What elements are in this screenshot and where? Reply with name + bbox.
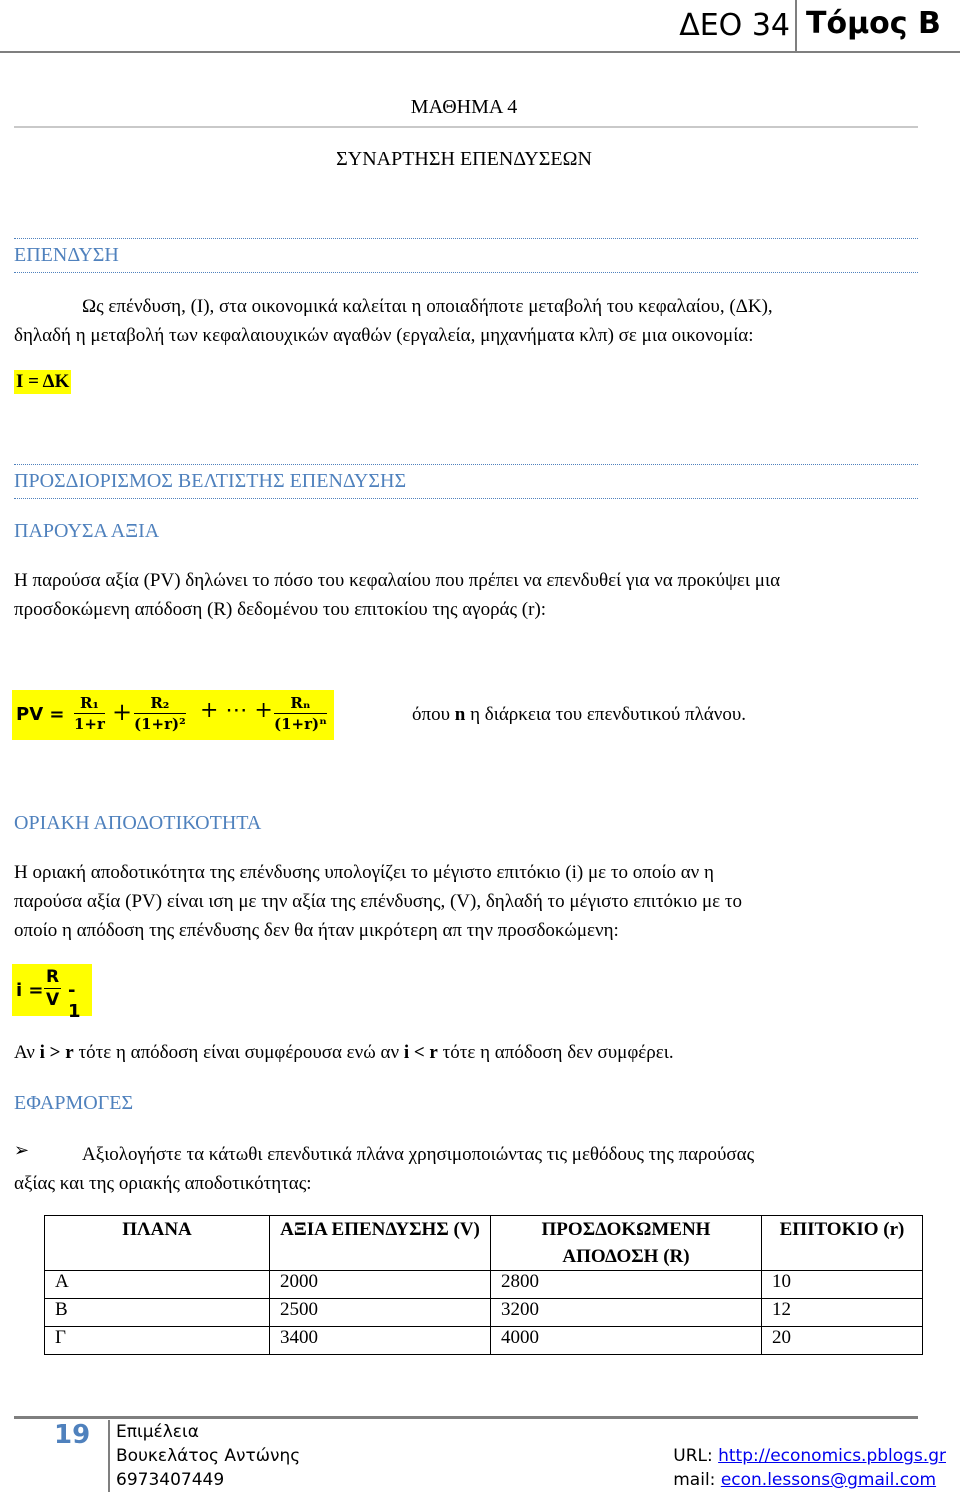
table-cell: 10 xyxy=(762,1271,923,1299)
page-number: 19 xyxy=(54,1420,91,1450)
volume-title: Τόμος Β xyxy=(806,6,941,41)
section-rule xyxy=(14,498,918,499)
marginal-paragraph xyxy=(14,858,918,945)
table-row xyxy=(45,1271,923,1299)
col-header-value: ΑΞΙΑ ΕΠΕΝΔΥΣΗΣ (V) xyxy=(270,1216,491,1271)
footer-credits xyxy=(116,1420,300,1492)
footer-phone: 6973407449 xyxy=(116,1470,225,1490)
col-header-return: ΠΡΟΣΔΟΚΩΜΕΝΗ ΑΠΟΔΟΣΗ (R) xyxy=(491,1216,762,1271)
table-cell: 4000 xyxy=(491,1327,762,1355)
i-lhs: i = xyxy=(16,980,44,1001)
lesson-title: ΜΑΘΗΜΑ 4 xyxy=(410,96,518,118)
footer-rule xyxy=(14,1416,918,1419)
marginal-line-2: παρούσα αξία (PV) είναι ιση με την αξία της επένδυσης, (V), δηλαδή το μέγιστο επιτόκιο με το xyxy=(14,891,743,912)
heading-investment: ΕΠΕΝΔΥΣΗ xyxy=(14,244,119,266)
pv-line-1: Η παρούσα αξία (PV) δηλώνει το πόσο του κεφαλαίου που πρέπει να επενδυθεί για να προκύψει μια xyxy=(14,570,781,591)
pv-term-n: $\frac{\text{Rₙ}}{\text{(1+r)ⁿ}}$ xyxy=(274,694,327,733)
chapter-title: ΣΥΝΑΡΤΗΣΗ ΕΠΕΝΔΥΣΕΩΝ xyxy=(336,148,592,170)
pv-note: όπου n η διάρκεια του επενδυτικού πλάνου. xyxy=(412,704,746,725)
table-cell: 2500 xyxy=(270,1299,491,1327)
table-cell: 2000 xyxy=(270,1271,491,1299)
ellipsis-terms: + ⋯ + xyxy=(200,698,273,723)
table-cell: 12 xyxy=(762,1299,923,1327)
table-cell: Β xyxy=(45,1299,270,1327)
table-cell: 3200 xyxy=(491,1299,762,1327)
present-value-paragraph xyxy=(14,566,918,624)
table-cell: 2800 xyxy=(491,1271,762,1299)
heading-optimal-investment: ΠΡΟΣΔΙΟΡΙΣΜΟΣ ΒΕΛΤΙΣΤΗΣ ΕΠΕΝΔΥΣΗΣ xyxy=(14,470,407,492)
pv-term-1: $\frac{\text{R₁}}{1+r}$ xyxy=(74,694,105,733)
website-link[interactable]: http://economics.pblogs.gr xyxy=(718,1446,946,1466)
marginal-line-3: οποίο η απόδοση της επένδυσης δεν θα ήταν μικρότερη απ την προσδοκώμενη: xyxy=(14,920,619,941)
table-header-row xyxy=(45,1216,923,1271)
email-link[interactable]: econ.lessons@gmail.com xyxy=(720,1470,937,1490)
pv-line-2: προσδοκώμενη απόδοση (R) δεδομένου του επιτοκίου της αγοράς (r): xyxy=(14,599,547,620)
arrow-bullet-icon: ➢ xyxy=(14,1140,30,1161)
investment-line-2: δηλαδή η μεταβολή των κεφαλαιουχικών αγαθών (εργαλεία, μηχανήματα κλπ) σε μια οικονομία: xyxy=(14,325,754,346)
heading-present-value: ΠΑΡΟΥΣΑ ΑΞΙΑ xyxy=(14,520,160,542)
plus-sign: + xyxy=(112,698,133,726)
i-fraction: $\frac{R}{V}$ xyxy=(45,967,60,1010)
table-row xyxy=(45,1327,923,1355)
heading-applications: ΕΦΑΡΜΟΓΕΣ xyxy=(14,1092,134,1114)
plans-table xyxy=(44,1215,923,1355)
footer-divider xyxy=(108,1420,110,1492)
footer-edit-label: Επιμέλεια xyxy=(116,1422,199,1442)
investment-paragraph xyxy=(14,292,918,350)
table-cell: Γ xyxy=(45,1327,270,1355)
section-rule xyxy=(14,464,918,465)
pv-term-2: $\frac{\text{R₂}}{\text{(1+r)²}}$ xyxy=(134,694,186,733)
table-cell: 3400 xyxy=(270,1327,491,1355)
course-code: ΔΕΟ 34 xyxy=(679,8,790,43)
header-divider xyxy=(795,0,797,52)
header-rule xyxy=(0,51,960,53)
title-rule xyxy=(14,126,918,128)
i-rhs: - 1 xyxy=(68,980,81,1022)
investment-formula: Ι = ΔΚ xyxy=(16,371,70,392)
investment-line-1: Ως επένδυση, (Ι), στα οικονομικά καλείται η οποιαδήποτε μεταβολή του κεφαλαίου, (ΔΚ), xyxy=(82,296,773,317)
pv-lhs: PV = xyxy=(16,704,65,725)
i-formula xyxy=(12,964,92,1022)
heading-marginal-efficiency: ΟΡΙΑΚΗ ΑΠΟΔΟΤΙΚΟΤΗΤΑ xyxy=(14,812,262,834)
footer-contacts: URL: http://economics.pblogs.gr mail: econ.lessons@gmail.com xyxy=(673,1446,946,1490)
col-header-rate: ΕΠΙΤΟΚΙΟ (r) xyxy=(762,1216,923,1271)
decision-rule: Αν i > r τότε η απόδοση είναι συμφέρουσα ενώ αν i < r τότε η απόδοση δεν συμφέρει. xyxy=(14,1042,674,1063)
section-rule xyxy=(14,272,918,273)
section-rule xyxy=(14,238,918,239)
applications-paragraph xyxy=(14,1140,918,1198)
applications-line-1: Αξιολογήστε τα κάτωθι επενδυτικά πλάνα χρησιμοποιώντας τις μεθόδους της παρούσας xyxy=(82,1144,755,1165)
table-cell: 20 xyxy=(762,1327,923,1355)
marginal-line-1: Η οριακή αποδοτικότητα της επένδυσης υπολογίζει το μέγιστο επιτόκιο (i) με το οποίο αν η xyxy=(14,862,714,883)
col-header-plans: ΠΛΑΝΑ xyxy=(45,1216,270,1271)
applications-line-2: αξίας και της οριακής αποδοτικότητας: xyxy=(14,1173,312,1194)
table-cell: Α xyxy=(45,1271,270,1299)
pv-formula xyxy=(12,690,334,740)
table-row xyxy=(45,1299,923,1327)
footer-author: Βουκελάτος Αντώνης xyxy=(116,1446,301,1466)
